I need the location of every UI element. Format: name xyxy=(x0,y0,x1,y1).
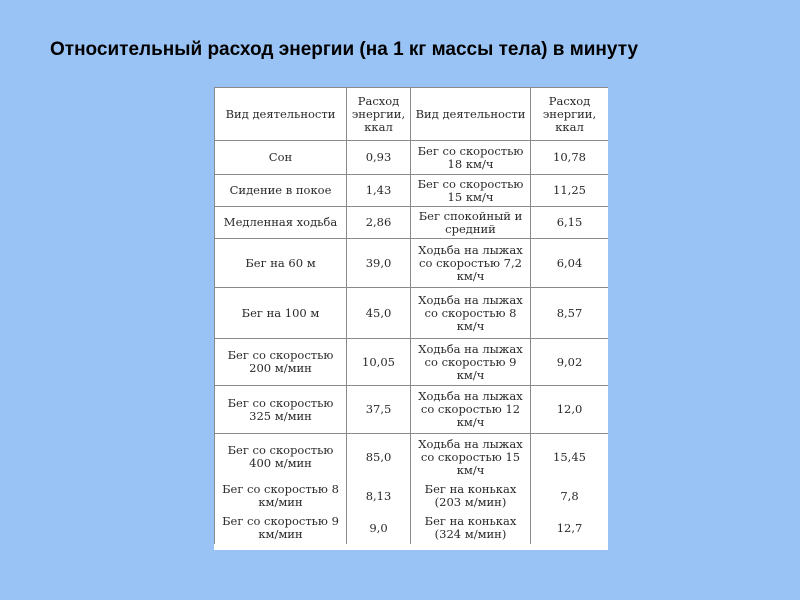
table-row xyxy=(215,239,609,288)
table-cell: 12,0 xyxy=(531,386,609,434)
table-cell: 0,93 xyxy=(347,141,411,175)
table-cell: Бег спокойный и средний xyxy=(411,207,531,239)
energy-table-container xyxy=(214,87,608,550)
table-cell: 9,0 xyxy=(347,512,411,544)
table-cell: 10,05 xyxy=(347,339,411,386)
table-cell: 39,0 xyxy=(347,239,411,288)
table-cell: Бег со скоростью 15 км/ч xyxy=(411,175,531,207)
table-cell: 15,45 xyxy=(531,434,609,481)
table-row xyxy=(215,207,609,239)
table-cell: Медленная ходьба xyxy=(215,207,347,239)
table-cell: Ходьба на лыжах со скоростью 12 км/ч xyxy=(411,386,531,434)
table-cell: 45,0 xyxy=(347,288,411,339)
energy-table xyxy=(214,87,608,544)
table-cell: 1,43 xyxy=(347,175,411,207)
table-cell: 2,86 xyxy=(347,207,411,239)
table-cell: 7,8 xyxy=(531,480,609,512)
table-row xyxy=(215,141,609,175)
table-cell: Бег со скоростью 400 м/мин xyxy=(215,434,347,481)
table-cell: 85,0 xyxy=(347,434,411,481)
table-cell: 8,57 xyxy=(531,288,609,339)
slide-title: Относительный расход энергии (на 1 кг массы тела) в минуту xyxy=(50,39,639,60)
table-row xyxy=(215,512,609,544)
table-cell: Сидение в покое xyxy=(215,175,347,207)
table-cell: 11,25 xyxy=(531,175,609,207)
table-cell: Ходьба на лыжах со скоростью 15 км/ч xyxy=(411,434,531,481)
table-cell: 6,15 xyxy=(531,207,609,239)
table-cell: Бег на коньках (324 м/мин) xyxy=(411,512,531,544)
table-row xyxy=(215,339,609,386)
table-cell: Бег на коньках (203 м/мин) xyxy=(411,480,531,512)
table-cell: Бег на 100 м xyxy=(215,288,347,339)
table-cell: Бег со скоростью 9 км/мин xyxy=(215,512,347,544)
table-cell: 37,5 xyxy=(347,386,411,434)
column-header: Расход энергии, ккал xyxy=(347,88,411,141)
table-cell: Бег со скоростью 8 км/мин xyxy=(215,480,347,512)
table-cell: 8,13 xyxy=(347,480,411,512)
table-cell: Бег со скоростью 325 м/мин xyxy=(215,386,347,434)
table-row xyxy=(215,175,609,207)
table-cell: 12,7 xyxy=(531,512,609,544)
table-cell: Бег со скоростью 18 км/ч xyxy=(411,141,531,175)
table-header-row xyxy=(215,88,609,141)
table-cell: Бег на 60 м xyxy=(215,239,347,288)
table-cell: Бег со скоростью 200 м/мин xyxy=(215,339,347,386)
column-header: Вид деятельности xyxy=(411,88,531,141)
table-cell: Ходьба на лыжах со скоростью 8 км/ч xyxy=(411,288,531,339)
table-row xyxy=(215,386,609,434)
table-cell: Ходьба на лыжах со скоростью 7,2 км/ч xyxy=(411,239,531,288)
column-header: Вид деятельности xyxy=(215,88,347,141)
table-cell: Ходьба на лыжах со скоростью 9 км/ч xyxy=(411,339,531,386)
table-row xyxy=(215,434,609,481)
table-cell: 10,78 xyxy=(531,141,609,175)
table-row xyxy=(215,288,609,339)
table-cell: 9,02 xyxy=(531,339,609,386)
table-row xyxy=(215,480,609,512)
table-cell: 6,04 xyxy=(531,239,609,288)
table-cell: Сон xyxy=(215,141,347,175)
column-header: Расход энергии, ккал xyxy=(531,88,609,141)
